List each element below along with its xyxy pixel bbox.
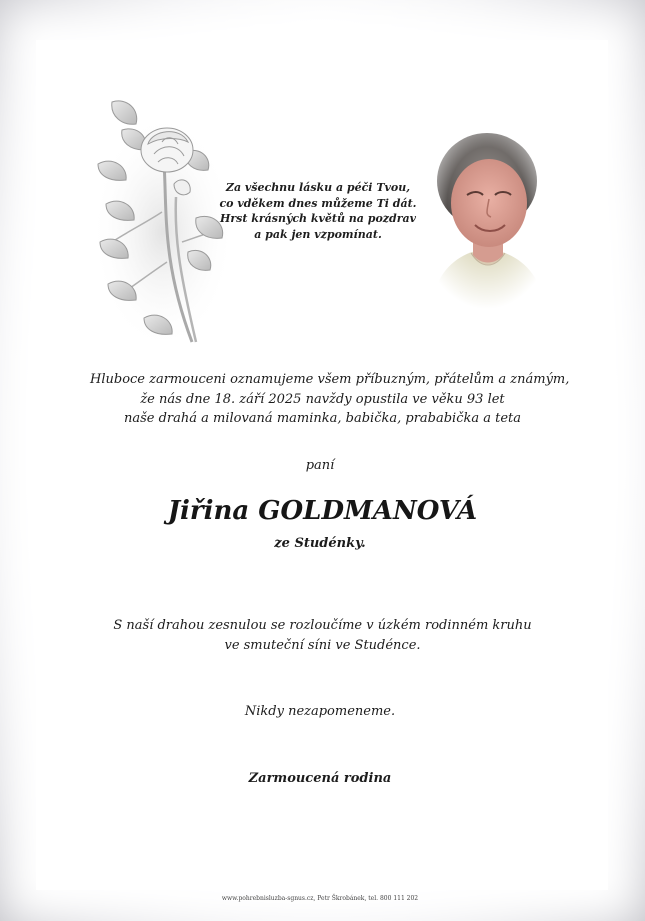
honorific: paní	[305, 458, 335, 473]
farewell-line: S naší drahou zesnulou se rozloučíme v úzkém rodinném kruhu	[113, 618, 532, 633]
deceased-name: Jiřina GOLDMANOVÁ	[167, 496, 478, 526]
poem-line: co vděkem dnes můžeme Ti dát.	[219, 196, 417, 210]
portrait-photo	[421, 119, 553, 309]
footer-contact: www.pohrebnisluzba-sgnus.cz, Petr Škrobánek, tel. 800 111 202	[221, 895, 419, 902]
announcement-text	[90, 370, 570, 429]
poem-line: a pak jen vzpomínat.	[254, 227, 382, 241]
closing-phrase: Nikdy nezapomeneme.	[244, 704, 396, 719]
farewell-line: ve smuteční síni ve Studénce.	[224, 638, 421, 653]
memorial-poem	[218, 180, 418, 242]
poem-line: Hrst krásných květů na pozdrav	[219, 212, 417, 225]
poem-line: Za všechnu lásku a péči Tvou,	[225, 181, 411, 194]
rose-illustration	[92, 92, 234, 350]
announcement-line: naše drahá a milovaná maminka, babička, prababička a teta	[123, 411, 522, 426]
announcement-line: Hluboce zarmouceni oznamujeme všem příbuzným, přátelům a známým,	[90, 372, 570, 387]
announcement-line: že nás dne 18. září 2025 navždy opustila ve věku 93 let	[140, 391, 505, 407]
signature: Zarmoucená rodina	[248, 771, 392, 786]
deceased-origin: ze Studénky.	[274, 536, 366, 551]
farewell-text	[90, 616, 555, 656]
